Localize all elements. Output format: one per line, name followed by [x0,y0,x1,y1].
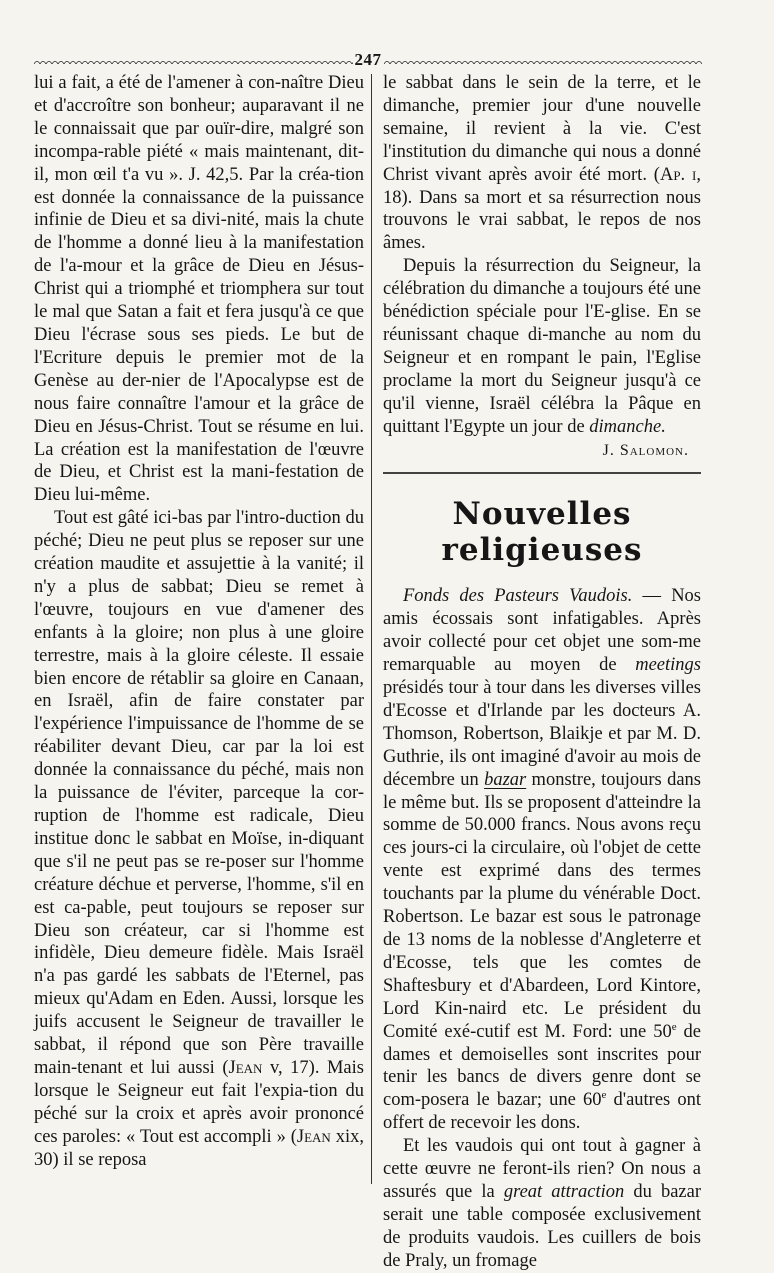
page-header [34,50,702,70]
left-p2-text-end: ) il se reposa [52,1149,147,1170]
header-ornament-left [34,56,353,64]
news-text-b: présidés tour à tour dans les diverses villes d'Ecosse et d'Irlande par les docteurs A. Thomson, Robertson, Blaikje et par M. D. Guthrie, ils ont imaginé d'avoir au mois de décembre un [383,678,701,790]
superscript-e: e [671,1020,677,1033]
left-column [34,72,364,1172]
reference-book: Jean [228,1057,263,1078]
section-separator [383,472,701,474]
news-p2-text-end: du bazar serait une table composée exclusivement de produits vaudois. Les cuillers de bois de Praly, un fromage [383,1181,701,1271]
news-text-e: d'autres ont offert de recevoir les dons. [383,1090,701,1134]
section-title: Nouvelles religieuses [441,496,643,569]
reference-book-2: Jean [296,1126,331,1147]
emphasis-great-attraction: great attraction [503,1181,625,1202]
column-divider [371,74,372,1184]
emphasis-dimanche: dimanche. [589,416,666,437]
emphasis-bazar: bazar [484,769,527,790]
right-paragraph-1 [383,72,701,255]
news-text-d: de dames et demoiselles sont inscrites pour tenir les bancs de divers genre dont se com-posera le bazar; une 60 [383,1021,701,1111]
news-paragraph-1 [383,585,701,1135]
right-p1-text: le sabbat dans le sein de la terre, et le dimanche, premier jour d'une nouvelle semaine, il revient à la vie. C'est l'institution du dimanche qui nous a donné Christ vivant après avoir été mort. ( [383,73,701,185]
page-number: 247 [354,50,382,69]
emphasis-meetings: meetings [635,655,701,676]
right-p1-text-end: ). Dans sa mort et sa résurrection nous trouvons le vrai sabbat, le repos de nos âmes. [383,187,701,254]
right-paragraph-2 [383,255,701,438]
news-paragraph-2 [383,1135,701,1272]
news-heading: Fonds des Pasteurs Vaudois. [403,586,633,607]
left-p2-text-mid: ). Mais lorsque le Seigneur eut fait l'expia-tion du péché sur la croix et après avoir prononcé ces paroles: « Tout est accompli » ( [34,1057,364,1147]
left-paragraph-1: lui a fait, a été de l'amener à con-naître Dieu et d'accroître son bonheur; auparavant il ne le connaissait que par ouïr-dire, malgré son incompa-rable piété « mais maintenant, dit-il, mon œil t'a vu ». J. 42,5. Par la créa-tion est donnée la connaissance de la puissance infinie de Dieu et sa divi-nité, mais la chute de l'homme a donné lieu à la manifestation de l'a-mour et la grâce de Dieu en Jésus-Christ qui a triomphé et triomphera sur tout le mal que Satan a fait et fera jusqu'à ce que Dieu l'écrase sous ses pieds. Le but de l'Ecriture depuis le premier mot de la Genèse au der-nier de l'Apocalypse est de nous faire connaître l'amour et la grâce de Dieu en Jésus-Christ. Tout se résume en lui. La création est la manifestation de l'œuvre de Dieu, et Christ est la mani-festation de Dieu lui-même. [34,73,364,506]
news-text-c: monstre, toujours dans le même but. Ils se proposent d'atteindre la somme de 50.000 francs. Nous avons reçu ces jours-ci la circulaire, où l'objet de cette vente est exprimé dans des termes touchants par la plume du vénérable Doct. Robertson. Le bazar est sous le patronage de 13 noms de la noblesse d'Angleterre et d'Ecosse, tels que les comtes de Shaftesbury et d'Abardeen, Lord Kintore, Lord Kin-naird etc. Le président du Comité exé-cutif est M. Ford: une 50 [383,769,701,1042]
author-signature: J. Salomon. [602,441,689,459]
news-p2-text: Et les vaudois qui ont tout à gagner à cette œuvre ne feront-ils rien? On nous a assurés que la [383,1136,701,1202]
header-ornament-right [384,56,703,64]
reference-number-2: xix, 30 [34,1126,365,1170]
left-p2-text: Tout est gâté ici-bas par l'intro-duction du péché; Dieu ne peut plus se reposer sur une création maudite et assujettie à la vanité; il n'y a plus de sabbat; Dieu se remet à l'œuvre, toujours en vue d'amener des enfants à la gloire; non plus à une gloire terrestre, mais à la gloire céleste. Il essaie bien encore de rétablir sa gloire en Canaan, en Israël, afin de faire constater par l'expérience l'impuissance de l'homme de se réabiliter devant Dieu, car par la loi est donnée la connaissance du péché, mais non la puissance de l'éviter, parceque la cor-ruption de l'homme est radicale, Dieu institue donc le sabbat en Moïse, in-diquant que s'il ne peut pas se re-poser sur l'homme créature déchue et perverse, l'homme, s'il en est ca-pable, peut toujours se reposer sur Dieu son créateur, car si l'homme est infidèle, Dieu demeure fidèle. Mais Israël n'a pas gardé les sabbats de l'Eternel, pas mieux qu'Adam en Eden. Aussi, lorsque les juifs accusent le Seigneur de travailler le sabbat, il répond que son Père travaille main-tenant et lui aussi ( [34,508,364,1078]
superscript-e-2: e [601,1089,607,1102]
news-text-a: — Nos amis écossais sont infatigables. Après avoir collecté pour cet objet une som-me remarquable au moyen de [383,586,702,676]
right-column [383,72,701,1273]
reference-apocalypse: Ap. i, 18 [383,164,701,208]
right-p2-text: Depuis la résurrection du Seigneur, la célébration du dimanche a toujours été une bénédiction spéciale pour l'E-glise. En se réunissant chaque di-manche au nom du Seigneur et en rompant le pain, l'Eglise proclame la mort du Seigneur jusqu'à ce qu'il vienne, Israël célébra la Pâque en quittant l'Egypte un jour de [383,256,701,437]
left-paragraph-2 [34,507,364,1171]
reference-number: v, 17 [262,1057,309,1078]
